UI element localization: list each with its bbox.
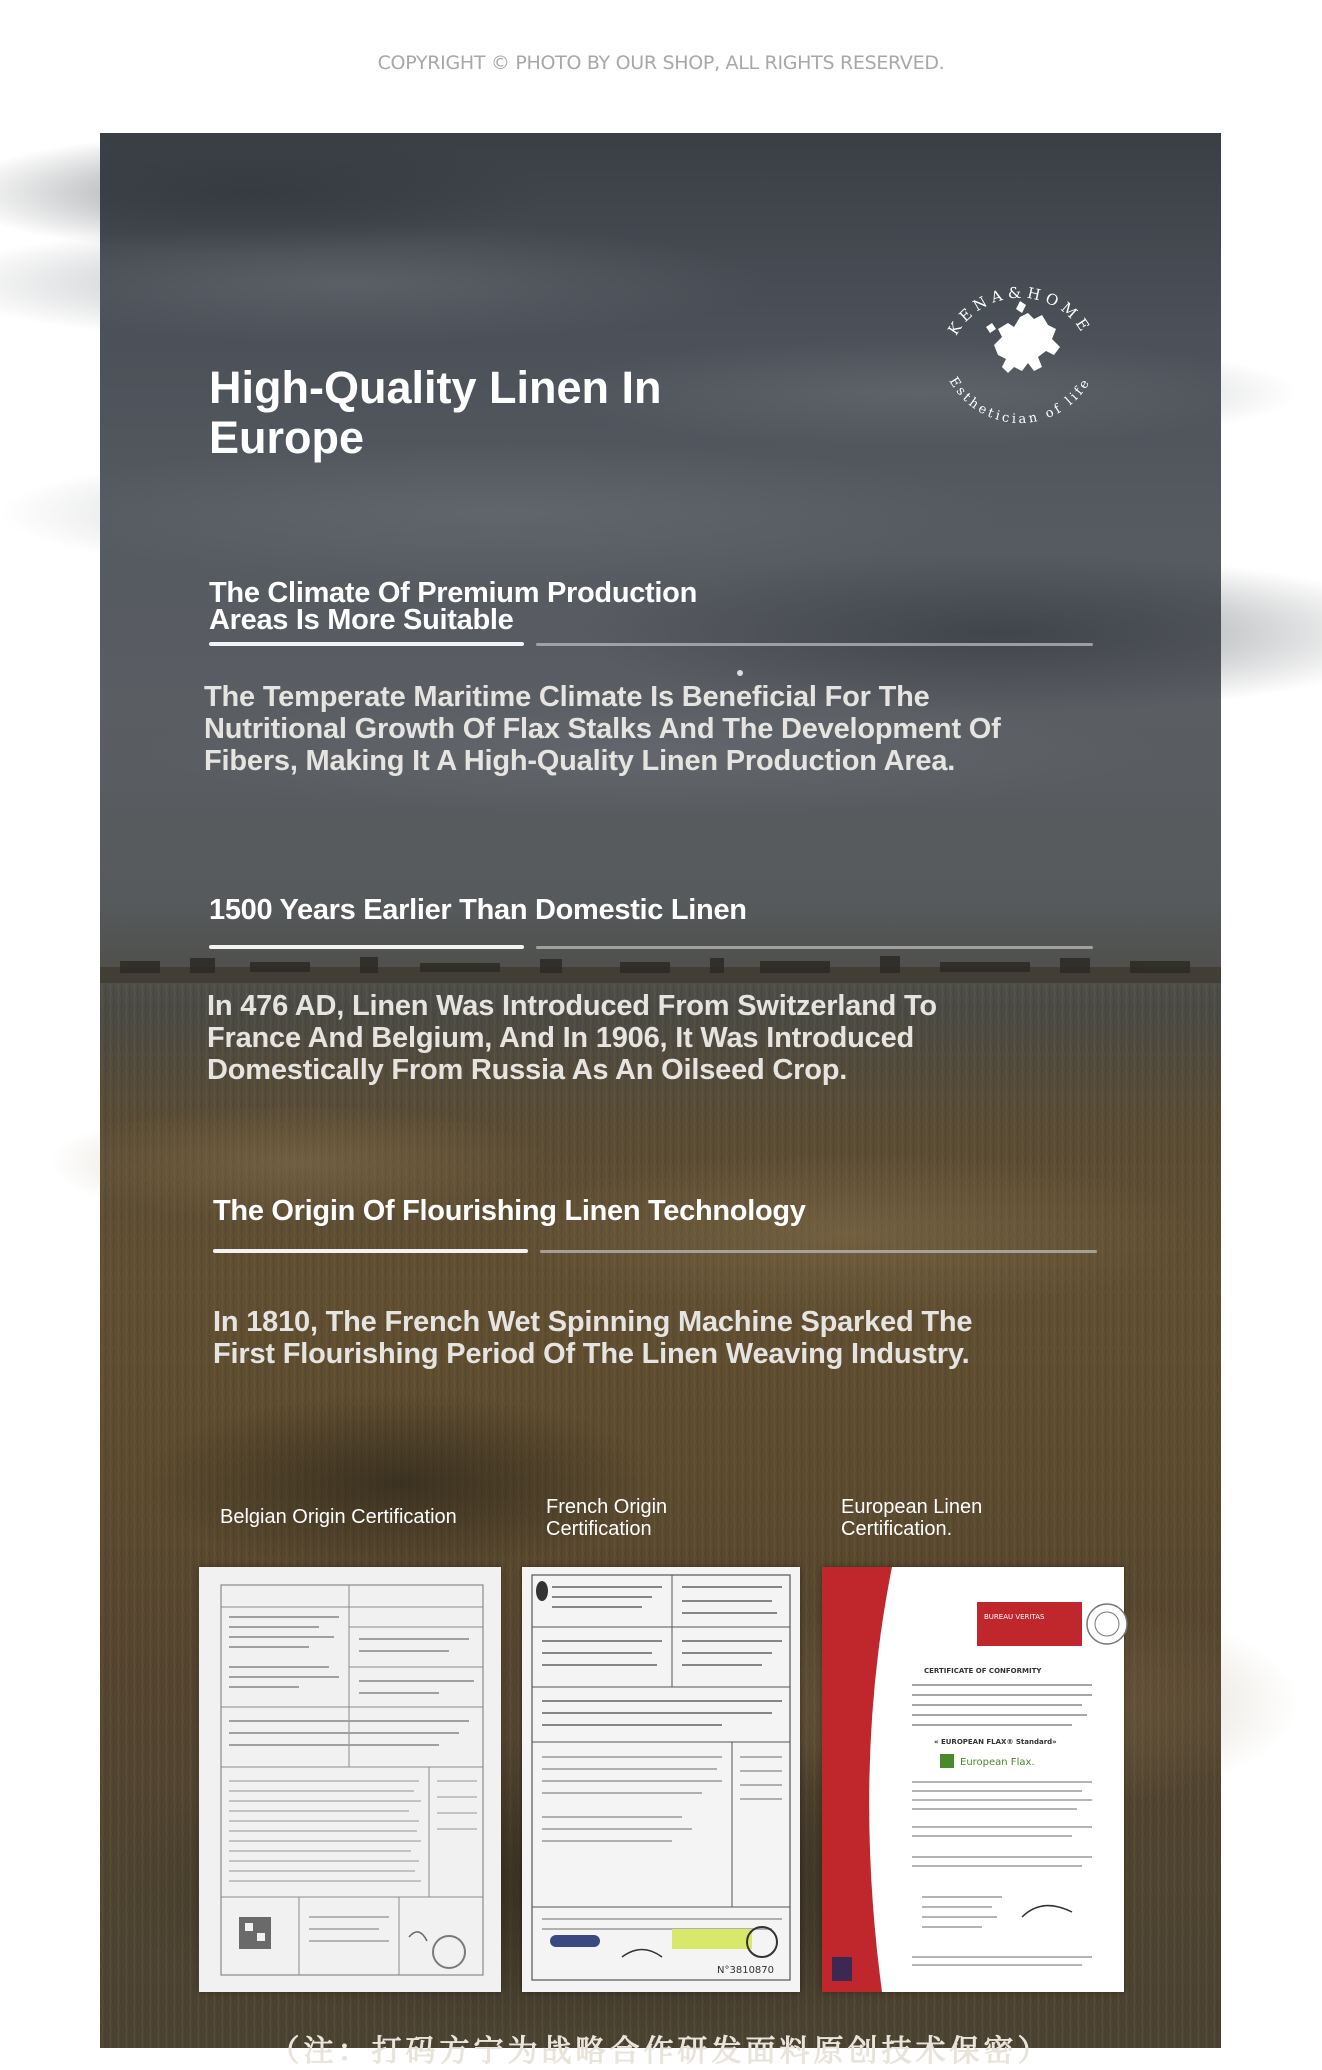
certificate-european-flax <box>822 1567 1124 1992</box>
svg-text:Esthetician of life <box>946 375 1095 428</box>
certificate-title: CERTIFICATE OF CONFORMITY <box>924 1667 1042 1675</box>
section-body-technology: In 1810, The French Wet Spinning Machine Sparked The First Flourishing Period Of The Linen Weaving Industry. <box>213 1306 973 1370</box>
european-flax-logo: European Flax. <box>960 1757 1035 1768</box>
brand-name: KENA&HOME <box>944 283 1096 339</box>
certificate-standard: « EUROPEAN FLAX® Standard» <box>934 1738 1057 1746</box>
section-divider <box>536 946 1093 949</box>
certificate-number: N°3810870 <box>717 1965 775 1976</box>
footnote-chinese: （注：打码方宁为战略合作研发面料原创技术保密） <box>269 2034 1052 2069</box>
section-heading-technology: The Origin Of Flourishing Linen Technology <box>213 1195 806 1227</box>
brand-logo <box>910 233 1130 453</box>
cert-label-french: French Origin Certification <box>546 1496 668 1540</box>
certificate-belgian <box>199 1567 501 1992</box>
section-divider-accent <box>209 642 524 646</box>
section-divider <box>540 1250 1097 1253</box>
horizon-treeline <box>100 953 1221 983</box>
hero-panel <box>100 133 1221 2069</box>
certificate-issuer: BUREAU VERITAS <box>984 1613 1045 1621</box>
europe-map-icon <box>986 301 1060 373</box>
section-heading-history: 1500 Years Earlier Than Domestic Linen <box>209 894 747 926</box>
cert-label-european: European Linen Certification. <box>841 1496 983 1540</box>
section-body-climate: The Temperate Maritime Climate Is Beneficial For The Nutritional Growth Of Flax Stalks And The Development Of Fibers, Making It A High-Quality Linen Production Area. <box>204 681 1001 777</box>
section-divider <box>536 643 1093 646</box>
section-divider-accent <box>209 945 524 949</box>
certificate-french <box>522 1567 800 1992</box>
cert-label-belgian: Belgian Origin Certification <box>220 1506 457 1528</box>
copyright-notice: COPYRIGHT © PHOTO BY OUR SHOP, ALL RIGHTS RESERVED. <box>377 52 945 74</box>
section-body-history: In 476 AD, Linen Was Introduced From Switzerland To France And Belgium, And In 1906, It Was Introduced Domestically From Russia As An Oilseed Crop. <box>207 990 937 1086</box>
section-heading-climate: The Climate Of Premium Production Areas Is More Suitable <box>209 577 697 636</box>
section-divider-accent <box>213 1249 528 1253</box>
page-title: High-Quality Linen In Europe <box>209 362 662 463</box>
brand-tagline: Esthetician of life <box>945 374 1095 428</box>
